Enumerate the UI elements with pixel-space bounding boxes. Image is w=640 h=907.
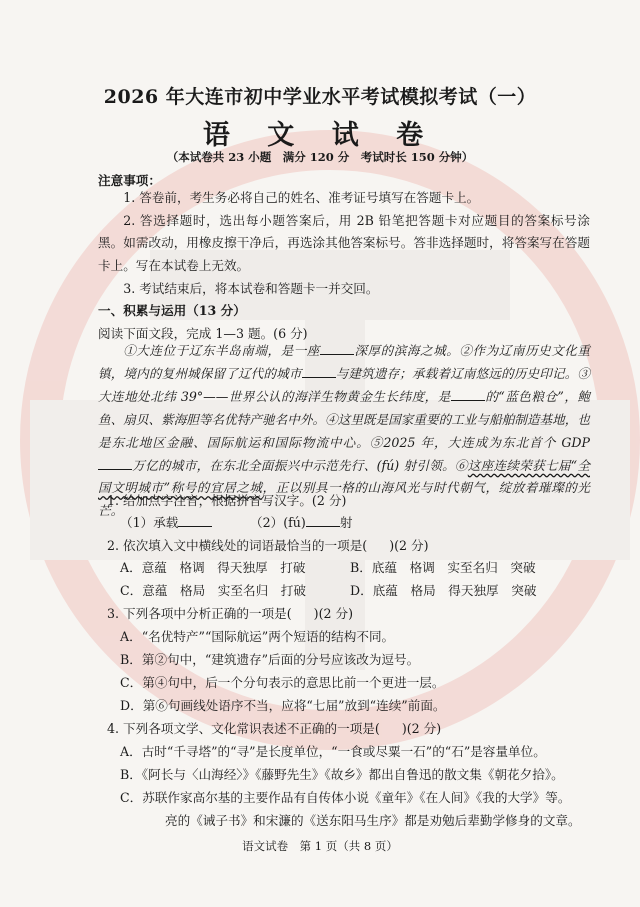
q3-option-a: A．“名优特产”“国际航运”两个短语的结构不同。 (120, 629, 395, 644)
notice-item: 3. 考试结束后，将本试卷和答题卡一并交回。 (123, 280, 379, 296)
exam-title: 2026 年大连市初中学业水平考试模拟考试（一） (103, 86, 537, 108)
passage-text: 的“蓝色粮仓”，鲍鱼、扇贝、紫海胆等名优特产驰名中外。④这里既是国家重要的工业与船舶制造基地，也是东北地区金融、国际航运和国际物流中心。⑤2025 年，大连成为东北首个 GDP (98, 388, 590, 450)
question-1-item-b (250, 512, 352, 531)
passage-text: 万亿的城市，在东北全面振兴中示范先行、(fú) 射引领。⑥ (132, 457, 468, 473)
subject-title: 语 文 试 卷 (202, 120, 438, 151)
question-1-stem: 1. 给加点字注音，根据拼音写汉字。(2 分) (107, 493, 347, 508)
q4-option-a: A．古时“千寻塔”的“寻”是长度单位，“一食或尽粟一石”的“石”是容量单位。 (120, 744, 546, 759)
notes-heading: 注意事项： (98, 173, 161, 188)
section-heading: 一、积累与运用（13 分） (98, 303, 246, 318)
q3-option-b: B．第②句中，“建筑遗存”后面的分号应该改为逗号。 (120, 652, 420, 667)
answer-blank[interactable] (98, 457, 132, 470)
answer-blank[interactable] (451, 388, 485, 401)
q4-option-b: B．《阿长与〈山海经〉》《藤野先生》《故乡》都出自鲁迅的散文集《朝花夕拾》。 (120, 767, 564, 782)
notes-list (98, 187, 590, 301)
q3-option-d: D．第⑥句画线处语序不当，应将“七届”放到“连续”前面。 (120, 698, 446, 713)
page-footer: 语文试卷 第 1 页（共 8 页） (242, 839, 398, 853)
q1-item-label: （1）承载 (120, 515, 179, 530)
q2-score: )(2 分) (389, 538, 429, 553)
q2-option-c: C．意蕴 格局 实至名归 打破 (120, 583, 306, 598)
reading-instruction: 阅读下面文段，完成 1—3 题。(6 分) (98, 326, 308, 341)
q2-option-b: B．底蕴 格调 实至名归 突破 (350, 560, 536, 575)
question-4-stem (107, 718, 441, 737)
notice-item: 2. 答选择题时，选出每小题答案后，用 2B 铅笔把答题卡对应题目的答案标号涂黑。如需改动，用橡皮擦干净后，再选涂其他答案标号。答非选择题时，将答案写在答题卡上。写在本试卷上无效。 (98, 212, 590, 274)
q2-option-d: D．底蕴 格局 得天独厚 突破 (350, 583, 537, 598)
answer-blank[interactable] (178, 514, 212, 527)
q1-item-label: （2）(fú) (250, 515, 306, 530)
q3-option-c: C．第④句中，后一个分句表示的意思比前一个更进一层。 (120, 675, 445, 690)
q2-option-a: A．意蕴 格调 得天独厚 打破 (120, 560, 306, 575)
q4-option-c: C．苏联作家高尔基的主要作品有自传体小说《童年》《在人间》《我的大学》等。 (120, 790, 571, 805)
answer-blank[interactable] (306, 514, 340, 527)
answer-blank[interactable] (302, 365, 336, 378)
question-3-stem (107, 603, 353, 622)
question-2-stem (107, 535, 429, 554)
passage-text: 深厚的滨海之城。②作为辽南历史文化重镇，境内的复州城保留了辽代的城市 (98, 343, 591, 381)
passage-text: 与建筑遗存；承载着辽南悠远的历史印记。③大连地处北纬 39°——世界公认的海洋生物黄金生长纬度，是 (98, 365, 591, 404)
passage-text: ，正以别具一格的山海风光与时代朝气，绽放着璀璨的光芒。 (98, 480, 590, 519)
q3-stem-text: 3. 下列各项中分析正确的一项是( (107, 606, 292, 621)
q4-option-d: 亮的《诫子书》和宋濂的《送东阳马生序》都是劝勉后辈勤学修身的文章。 (165, 813, 581, 828)
q4-stem-text: 4. 下列各项文学、文化常识表述不正确的一项是( (107, 721, 380, 736)
answer-blank[interactable] (320, 342, 354, 355)
q1-item-suffix: 射 (339, 515, 353, 530)
exam-info: （本试卷共 23 小题 满分 120 分 考试时长 150 分钟） (166, 150, 474, 164)
passage-text: ①大连位于辽东半岛南端，是一座 (123, 343, 320, 358)
notice-item: 1. 答卷前，考生务必将自己的姓名、准考证号填写在答题卡上。 (123, 190, 480, 205)
wavy-underlined-text: 这座连续荣获七届“全国文明城市”称号的宜居之城 (98, 457, 590, 496)
q2-stem-text: 2. 依次填入文中横线处的词语最恰当的一项是( (107, 538, 368, 553)
q3-score: )(2 分) (313, 606, 354, 621)
question-1-item-a (120, 512, 212, 531)
q4-score: )(2 分) (401, 721, 442, 736)
